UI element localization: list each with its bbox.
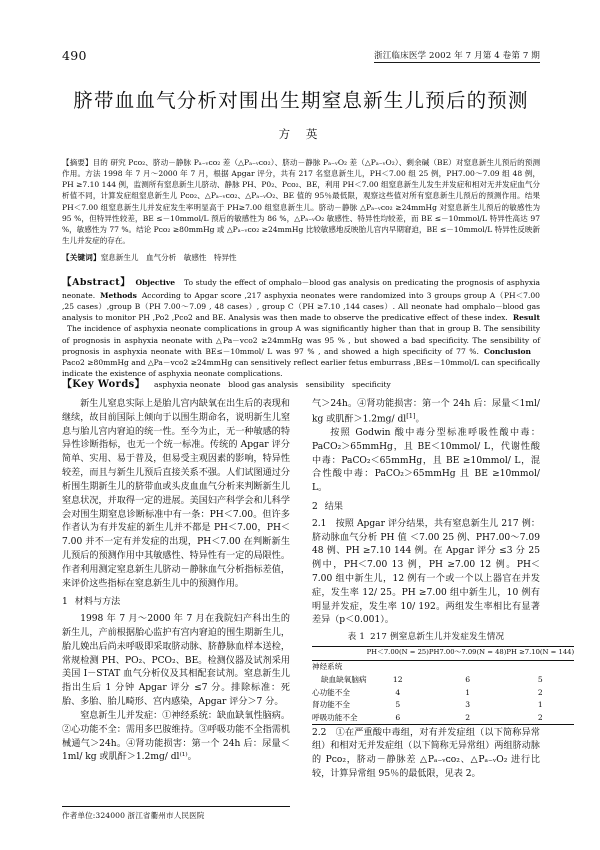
table-cell: 1	[537, 700, 543, 710]
chinese-keywords	[62, 252, 540, 263]
table-1-caption-text: 217 例窒息新生儿并发症发生情况	[370, 632, 505, 643]
table-1-stub-header	[312, 647, 367, 660]
result-label: Result	[512, 313, 540, 323]
section-2-1-number: 2.1	[312, 518, 327, 529]
english-keywords-list: asphyxia neonate blood gas analysis sensibility specificity	[154, 380, 391, 389]
table-1-col-header-2: PH7.00～7.09(N = 48)	[429, 647, 506, 660]
table-cell	[367, 660, 429, 673]
conclusion-label: Conclusion	[483, 346, 531, 356]
table-row	[312, 673, 574, 686]
table-cell	[506, 660, 574, 673]
chinese-abstract-text: 【摘要】目的 研究 Pᴄᴏ₂、脐动－静脉 Pₐ₋ᵥᴄᴏ₂ 差（△Pₐ₋ᵥᴄᴏ₂）、脐动－静脉 Pₐ₋ᵥO₂ 差（△Pₐ₋ᵥO₂）、剩余碱（BE）对窒息新生儿预后的预测作用。方法 1998 年 7 月～2000 年 7 月，根据 Apgar 评分，共有 217 名窒息新生儿，PH＜7.00 组 25 例，PH7.00～7.09 组 48 例，PH ≥7.10 144 例，监测所有窒息新生儿脐动、静脉 PH、P0₂、Pᴄᴏ₂、BE，利用 PH＜7.00 组窒息新生儿发生并发症和相对无并发症血气分析值不同，计算发症组窒息新生儿 Pᴄᴏ₂、△Pₐ₋ᵥᴄᴏ₂、△Pₐ₋ᵥO₂、BE 值的 95％最低限，观察这些值对所有窒息新生儿预后的预测作用。结果 PH＜7.00 组窒息新生儿并发症发生率明显高于 PH≥7.00 组窒息新生儿。脐动－静脉 △Pₐ₋ᵥᴄᴏ₂ ≥24mmHg 对窒息新生儿预后的敏感性为 95 %，但特异性较差，BE ≤－10mmol/L 预后的敏感性为 86 %，△Pₐ₋ᵥO₂ 敏感性、特异性均较差，而 BE ≤－10mmol/L 特异性高达 97 %，敏感性为 77 %。结论 Pᴄᴏ₂ ≥80mmHg 或 △Pₐ₋ᵥᴄᴏ₂ ≥24mmHg 比较敏感地反映胎儿宫内早期窘迫，BE ≤－10mmol/L 特异性反映新生儿并发症的存在。	[62, 158, 540, 246]
table-1-header-row	[312, 647, 574, 660]
table-row-label: 神经系统	[312, 662, 343, 672]
table-1-caption	[312, 631, 540, 644]
section-1-paragraph-3: 按照 Godwin 酸中毒分型标准呼吸性酸中毒：PaCO₂＞65mmHg，且 BE＜10mmol/ L，代谢性酸中毒：PaCO₂＜65mmHg，且 BE ≥10mmol/ L，混合性酸中毒：PaCO₂＞65mmHg 且 BE ≥10mmol/ L。	[312, 427, 540, 494]
section-2-title: 结果	[324, 501, 343, 512]
table-cell: 5	[395, 700, 401, 710]
table-row-label: 缺血缺氧脑病	[321, 675, 367, 685]
section-2-heading	[312, 501, 540, 515]
table-1-number: 表 1	[347, 632, 366, 643]
table-cell: 2	[506, 711, 574, 724]
section-1-number: 1	[62, 597, 68, 608]
methods-text: According to Apgar score ,217 asphyxia neonates were randomized into 3 groups group A（PH＜7.00 ,25 cases）,group B（PH 7.00～7.09 , 48 cases）, group C（PH ≥7.10 ,144 cases）. All neonate had omphalo－blood gas analysis to monitor PH ,Po2 ,Pco2 and BE. Analysis was then made to observe the predicative effect of these index.	[62, 290, 540, 323]
table-row-label: 肾功能不全	[312, 700, 350, 710]
table-row-label: 呼吸功能不全	[312, 711, 367, 724]
section-2-1-paragraph	[312, 518, 540, 629]
section-1-paragraph-2: 窒息新生儿并发症：①神经系统：缺血缺氧性脑病。②心功能不全：需用多巴胺维持。③呼吸功能不全指需机械通气＞24h。④肾功能损害：第一个 24h 后：尿量＜1ml/ kg 或肌酐＞1.2mg/ dl⁽¹⁾。	[62, 710, 290, 763]
chinese-keywords-list: 窒息新生儿 血气分析 敏感性 特异性	[100, 253, 237, 262]
table-row	[312, 698, 574, 711]
journal-issue-line: 浙江临床医学 2002 年 7 月第 4 卷第 7 期	[374, 52, 540, 63]
chinese-abstract	[62, 157, 540, 246]
english-abstract	[62, 276, 540, 379]
section-2-2-number: 2.2	[312, 727, 327, 738]
table-cell: 4	[395, 687, 401, 697]
section-2-2-text: ①在严重酸中毒组，对有并发症组（以下简称异常组）和相对无并发症组（以下简称无异常组）两组脐动脉的 Pᴄᴏ₂，脐动－静脉差 △Pₐ₋ᵥᴄᴏ₂、△Pₐ₋ᵥO₂ 进行比较，计算异常组 95％的最低限，见表 2。	[312, 727, 540, 780]
methods-label: Methods	[100, 290, 137, 300]
table-row	[312, 660, 574, 673]
table-cell: 1	[465, 687, 471, 697]
table-1-head	[312, 647, 574, 660]
section-2-2-paragraph	[312, 727, 540, 782]
table-cell	[429, 660, 506, 673]
table-cell: 12	[392, 675, 403, 685]
table-cell: 3	[465, 700, 471, 710]
table-1	[312, 646, 574, 724]
table-cell: 5	[537, 675, 543, 685]
table-cell: 2	[537, 687, 543, 697]
table-1-wrapper	[312, 631, 575, 724]
result-text: The incidence of asphyxia neonate complications in group A was significantly higher than that in group B. The sensibility of prognosis in asphyxia neonate with △Pa－vco2 ≥24mmHg was 95 % , but showed a bad specificity. The sensibility of prognosis in asphyxia neonate with BE≤－10mmol/ L was 97 % , and showed a high specificity of 77 %.	[62, 324, 540, 356]
chinese-keywords-label: 【关键词】	[62, 253, 101, 262]
table-row-label: 心功能不全	[312, 687, 350, 697]
page-folio-number: 490	[62, 48, 87, 63]
table-1-body	[312, 660, 574, 724]
section-1-title: 材料与方法	[74, 597, 121, 608]
english-keywords	[62, 378, 540, 393]
body-columns	[62, 398, 575, 818]
objective-text: To study the effect of omphalo－blood gas analysis on predicating the prognosis of asphyxia neonate.	[62, 278, 540, 300]
section-1-paragraph-2-cont: 气＞24h。④肾功能损害：第一个 24h 后：尿量＜1ml/ kg 或肌酐＞1.2mg/ dl[1]。	[312, 399, 540, 425]
table-cell: 6	[465, 675, 471, 685]
article-author: 方 英	[278, 127, 324, 141]
article-title: 脐带血血气分析对围出生期窒息新生儿预后的预测	[73, 89, 529, 112]
running-head	[62, 48, 540, 63]
section-1-paragraph-1: 1998 年 7 月～2000 年 7 月在我院妇产科出生的新生儿，产前根据胎心监护有宫内窘迫的围生期新生儿，胎儿娩出后尚未呼吸即采取脐动脉、脐静脉血样本送检，常规检测 PH、PO₂、PCO₂、BE。检测仪器及试剂采用美国 I－STAT 血气分析仪及其相配套试剂。窒息新生儿指出生后 1 分钟 Apgar 评分 ≤7 分。排除标准：死胎、多胎、胎儿畸形、宫内感染，Apgar 评分＞7 分。	[62, 614, 290, 708]
table-cell: 2	[429, 711, 506, 724]
section-2-1-text: 按照 Apgar 评分结果，共有窒息新生儿 217 例：脐动脉血气分析 PH 值 ＜7.00 25 例、PH7.00～7.09 48 例、PH ≥7.10 144 例。在 Apgar 评分 ≤3 分 25 例中，PH＜7.00 13 例，PH ≥7.00 12 例。PH＜7.00 组中新生儿，12 例有一个或一个以上器官在并发症，发生率 12/ 25。PH ≥7.00 组中新生儿，10 例有明显并发症，发生率 10/ 192。两组发生率相比有显著差异（p＜0.001）。	[312, 518, 540, 626]
section-1-heading	[62, 596, 290, 610]
right-column	[312, 398, 575, 782]
section-2-number: 2	[312, 501, 318, 512]
conclusion-text: Paco2 ≥80mmHg and △Pa－vco2 ≥24mmHg can sensitively reflect earlier fetus emburrass ,BE≤－10mmol/L can specifically indicate the existence of asphyxia neonate complications.	[62, 357, 540, 379]
objective-label: Objective	[135, 278, 176, 287]
left-column	[62, 398, 290, 765]
table-row	[312, 711, 574, 724]
table-row	[312, 686, 574, 699]
english-keywords-label: 【Key Words】	[62, 379, 145, 390]
intro-paragraph: 新生儿窒息实际上是胎儿宫内缺氧在出生后的表现和继续，故目前国际上倾向于以围生期命名，说明新生儿窒息与胎儿宫内窘迫的统一性。至今为止，无一种敏感的特异性诊断指标，也无一个统一标准。传统的 Apgar 评分简单、实用、易于普及，但易受主观因素的影响，特异性较差，而且与新生儿预后直接关系不强。人们试图通过分析围生期新生儿的脐带血或头皮血血气分析来判断新生儿窒息状况，并取得一定的进展。美国妇产科学会和儿科学会对围生期窒息诊断标准中有一条：PH＜7.00。但许多作者认为有并发症的新生儿并不都是 PH＜7.00，PH＜7.00 并不一定有并发症的出现，PH＜7.00 在判断新生儿预后的预测作用中其敏感性、特异性有一定的局限性。作者利用测定窒息新生儿脐动－静脉血气分析指标差值，来评价这些指标在窒息新生儿中的预测作用。	[62, 399, 290, 589]
table-1-col-header-1: PH＜7.00(N = 25)	[367, 647, 429, 660]
table-cell: 6	[367, 711, 429, 724]
author-affiliation-footnote: 作者单位:324000 浙江省衢州市人民医院	[62, 806, 290, 821]
english-abstract-label: 【Abstract】	[62, 277, 131, 288]
table-1-col-header-3: PH ≥7.10(N = 144)	[506, 647, 574, 660]
